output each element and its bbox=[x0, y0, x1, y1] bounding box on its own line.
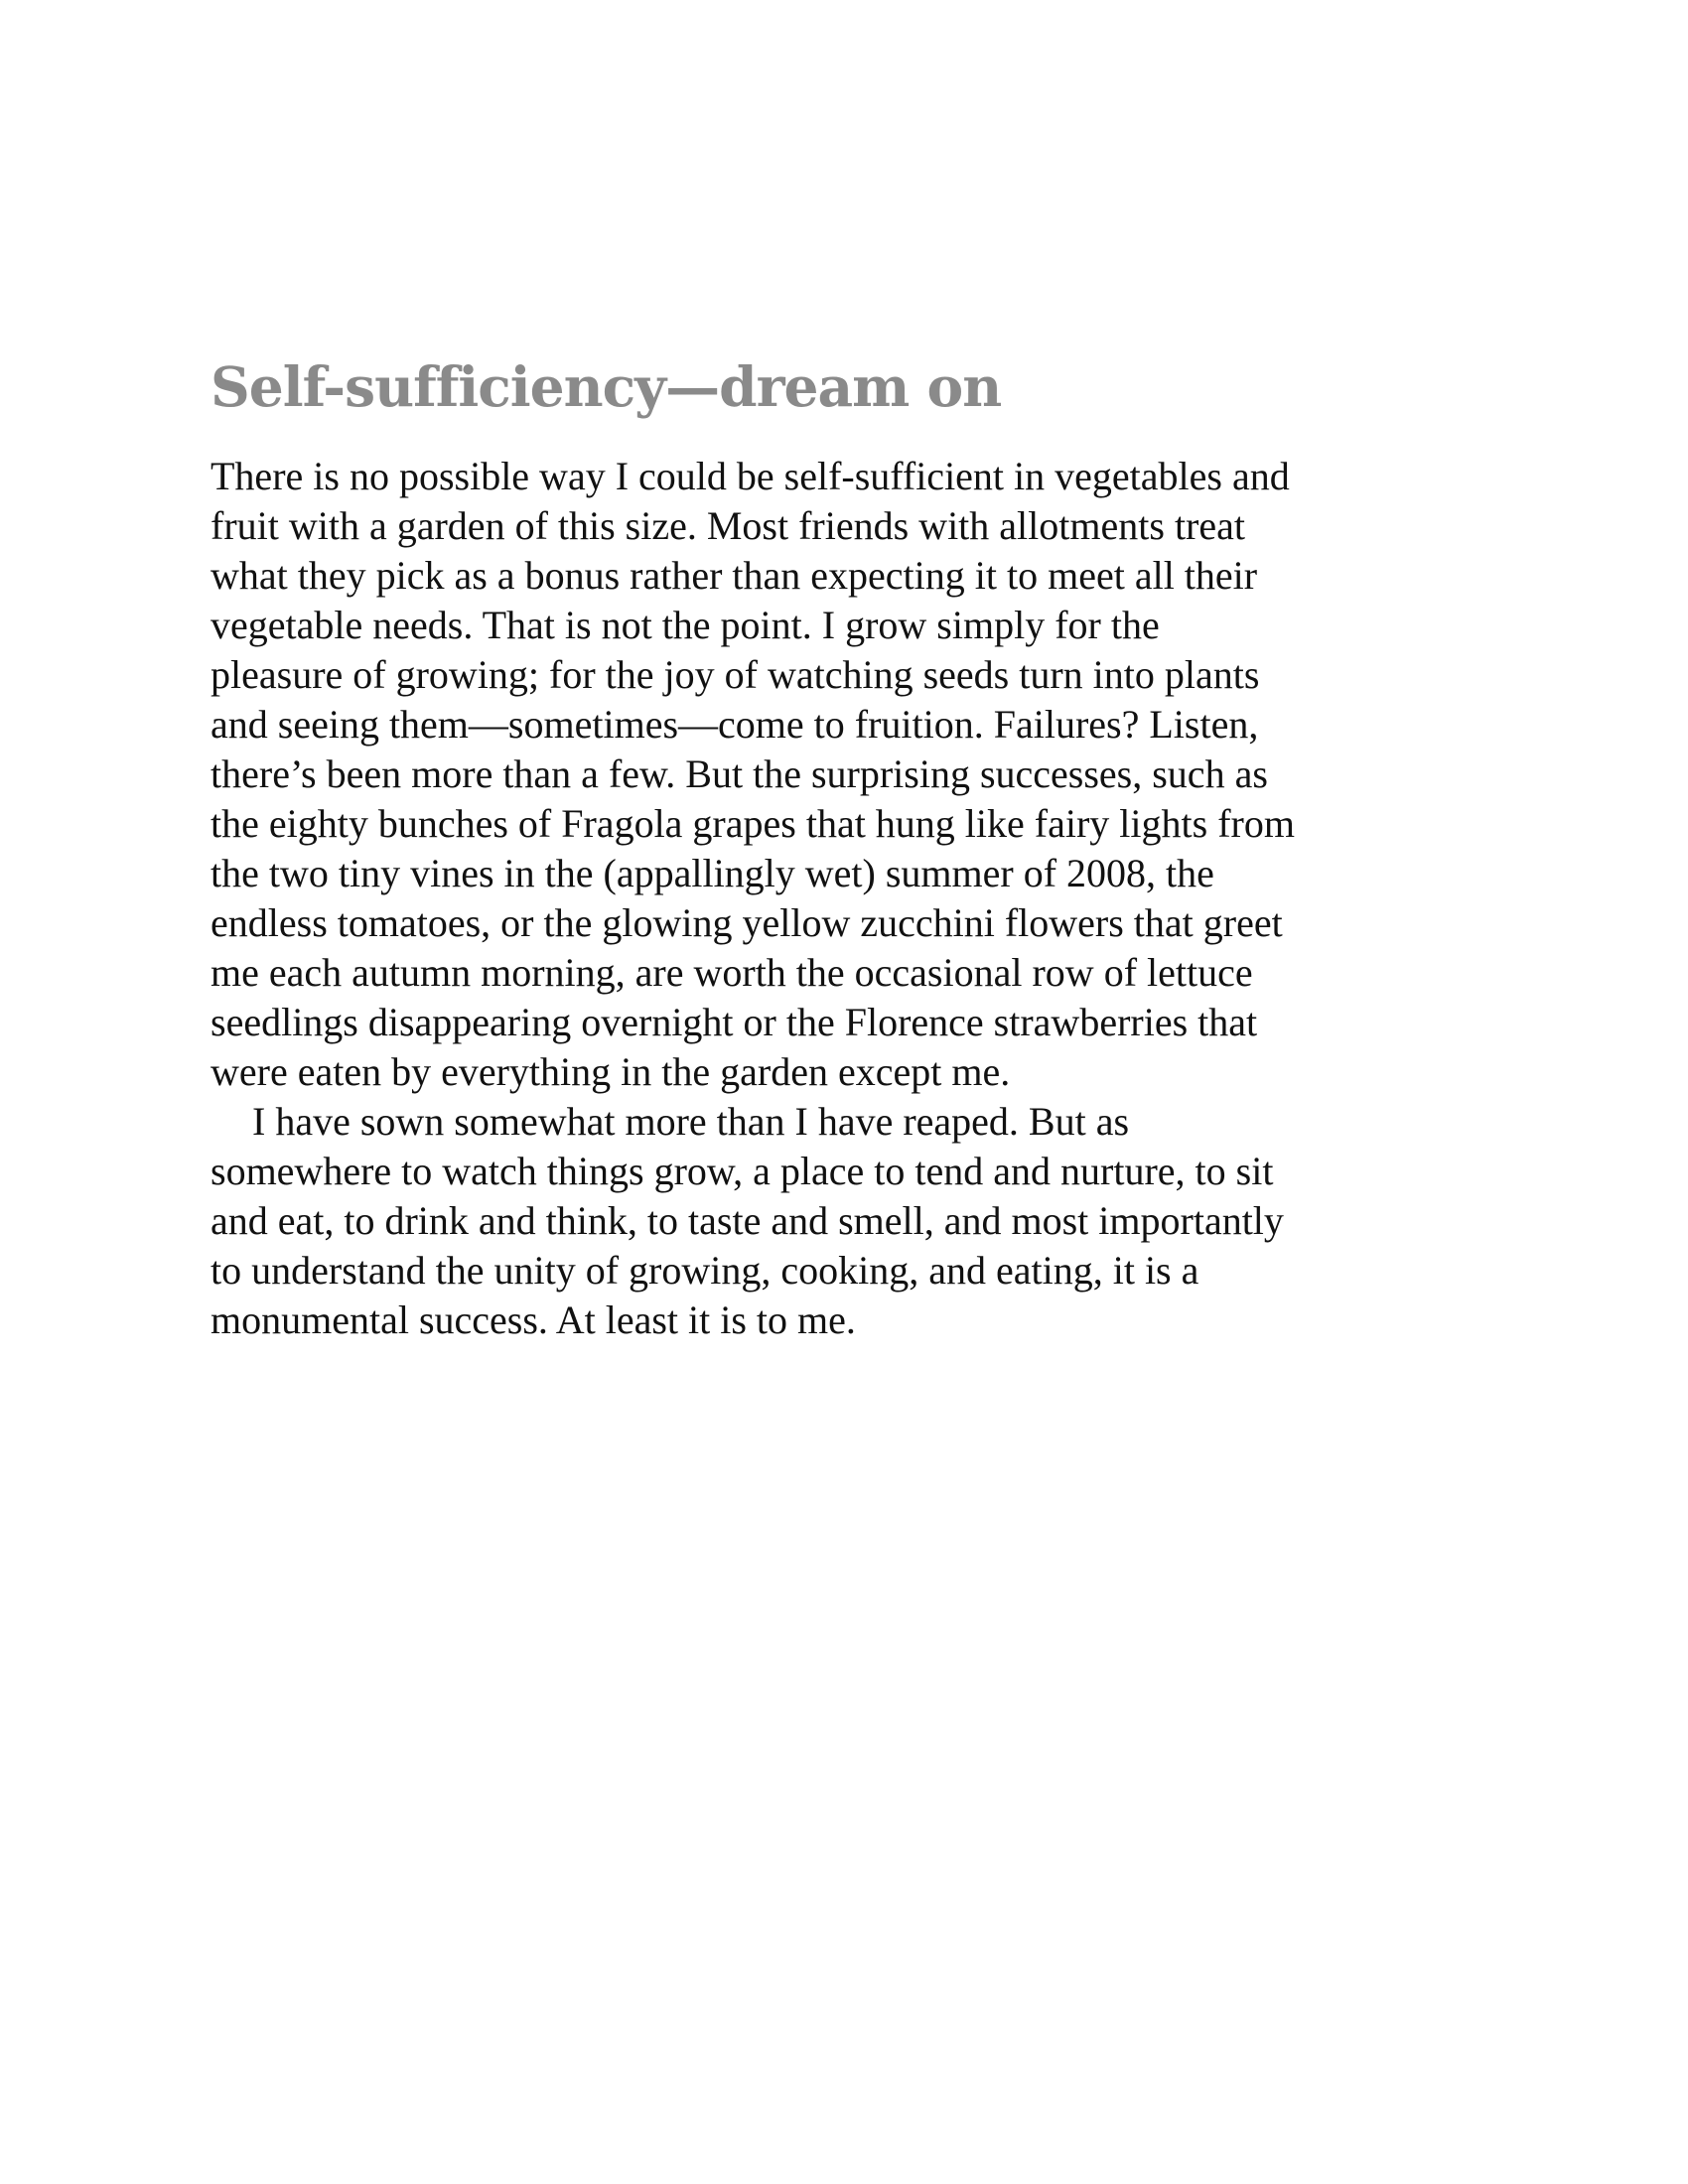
text-line: somewhere to watch things grow, a place to tend and nurture, to sit bbox=[211, 1149, 1274, 1193]
text-line: fruit with a garden of this size. Most friends with allotments treat bbox=[211, 503, 1245, 548]
text-line: the eighty bunches of Fragola grapes that hung like fairy lights from bbox=[211, 801, 1295, 846]
text-line: what they pick as a bonus rather than expecting it to meet all their bbox=[211, 553, 1258, 598]
text-line: There is no possible way I could be self-sufficient in vegetables and bbox=[211, 454, 1290, 498]
text-line: and eat, to drink and think, to taste and smell, and most importantly bbox=[211, 1198, 1284, 1243]
paragraph-1 bbox=[211, 452, 1491, 1097]
section-heading: Self-sufficiency—dream on bbox=[211, 354, 1002, 419]
text-line: to understand the unity of growing, cooking, and eating, it is a bbox=[211, 1248, 1199, 1293]
text-line: there’s been more than a few. But the surprising successes, such as bbox=[211, 751, 1268, 796]
text-line: pleasure of growing; for the joy of watching seeds turn into plants bbox=[211, 652, 1260, 697]
text-line: seedlings disappearing overnight or the Florence strawberries that bbox=[211, 1000, 1258, 1044]
paragraph-2 bbox=[211, 1097, 1491, 1345]
body-text bbox=[211, 452, 1491, 1345]
text-line: were eaten by everything in the garden except me. bbox=[211, 1049, 1011, 1094]
text-line: and seeing them—sometimes—come to fruition. Failures? Listen, bbox=[211, 702, 1259, 747]
text-line: the two tiny vines in the (appallingly wet) summer of 2008, the bbox=[211, 851, 1214, 895]
text-line: vegetable needs. That is not the point. I grow simply for the bbox=[211, 603, 1160, 647]
text-line: monumental success. At least it is to me. bbox=[211, 1297, 856, 1342]
text-line: me each autumn morning, are worth the occasional row of lettuce bbox=[211, 950, 1253, 995]
text-line: endless tomatoes, or the glowing yellow zucchini flowers that greet bbox=[211, 900, 1283, 945]
text-line: I have sown somewhat more than I have reaped. But as bbox=[252, 1099, 1130, 1144]
